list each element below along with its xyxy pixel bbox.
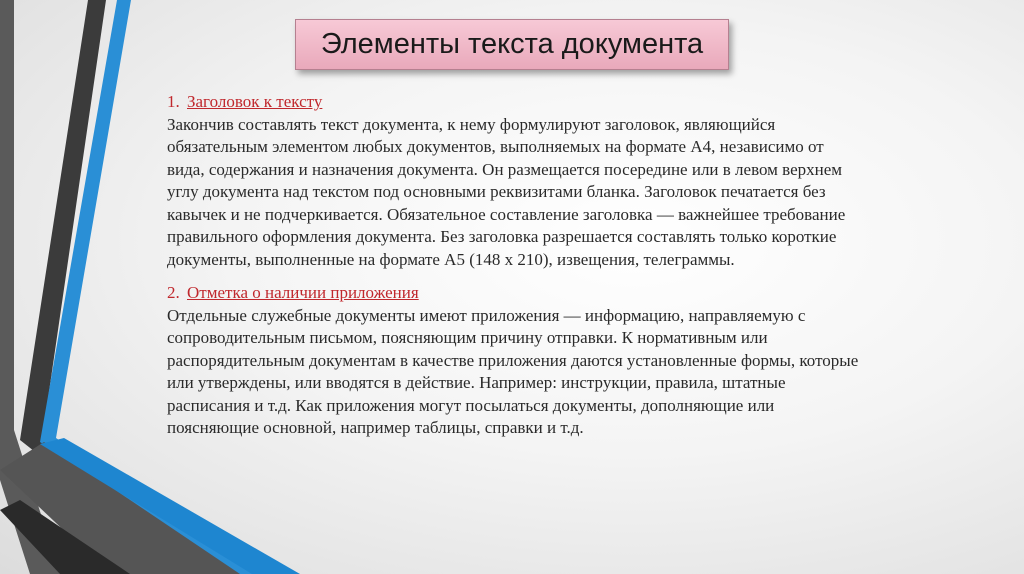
text-line: правильного оформления документа. Без заголовка разрешается составлять только короткие xyxy=(167,227,837,246)
section-heading xyxy=(167,91,967,114)
slide-title: Элементы текста документа xyxy=(320,28,704,60)
text-line: Закончив составлять текст документа, к нему формулируют заголовок, являющийся xyxy=(167,114,776,134)
section-body xyxy=(167,305,967,440)
text-line: документы, выполненные на формате А5 (148 х 210), извещения, телеграммы. xyxy=(167,249,735,269)
section-number: 2. xyxy=(167,283,180,302)
section-heading xyxy=(167,282,967,305)
text-line: вида, содержания и назначения документа. Он размещается посередине или в левом верхнем xyxy=(167,159,843,179)
section-number: 1. xyxy=(167,92,180,111)
section-title: Отметка о наличии приложения xyxy=(187,283,419,302)
text-line: углу документа над текстом под основными реквизитами бланка. Заголовок печатается без xyxy=(167,182,826,201)
section-body xyxy=(167,114,967,272)
text-line: кавычек и не подчеркивается. Обязательное составление заголовка — важнейшее требование xyxy=(167,204,846,224)
text-line: распорядительным документам в качестве приложения даются установленные формы, которые xyxy=(167,350,859,370)
text-line: или утверждены, или вводятся в действие. Например: инструкции, правила, штатные xyxy=(167,373,786,392)
text-line: поясняющие основной, например таблицы, справки и т.д. xyxy=(167,418,584,437)
section-attachment-mark xyxy=(167,282,967,440)
section-heading-to-text xyxy=(167,91,967,271)
slide-title-box xyxy=(295,19,729,70)
text-line: сопроводительным письмом, поясняющим причину отправки. К нормативным или xyxy=(167,328,768,347)
text-line: обязательным элементом любых документов, выполняемых на формате А4, независимо от xyxy=(167,137,824,156)
section-title: Заголовок к тексту xyxy=(187,92,323,111)
slide-content xyxy=(167,91,967,451)
text-line: Отдельные служебные документы имеют приложения — информацию, направляемую с xyxy=(167,305,806,325)
text-line: расписания и т.д. Как приложения могут посылаться документы, дополняющие или xyxy=(167,395,775,415)
